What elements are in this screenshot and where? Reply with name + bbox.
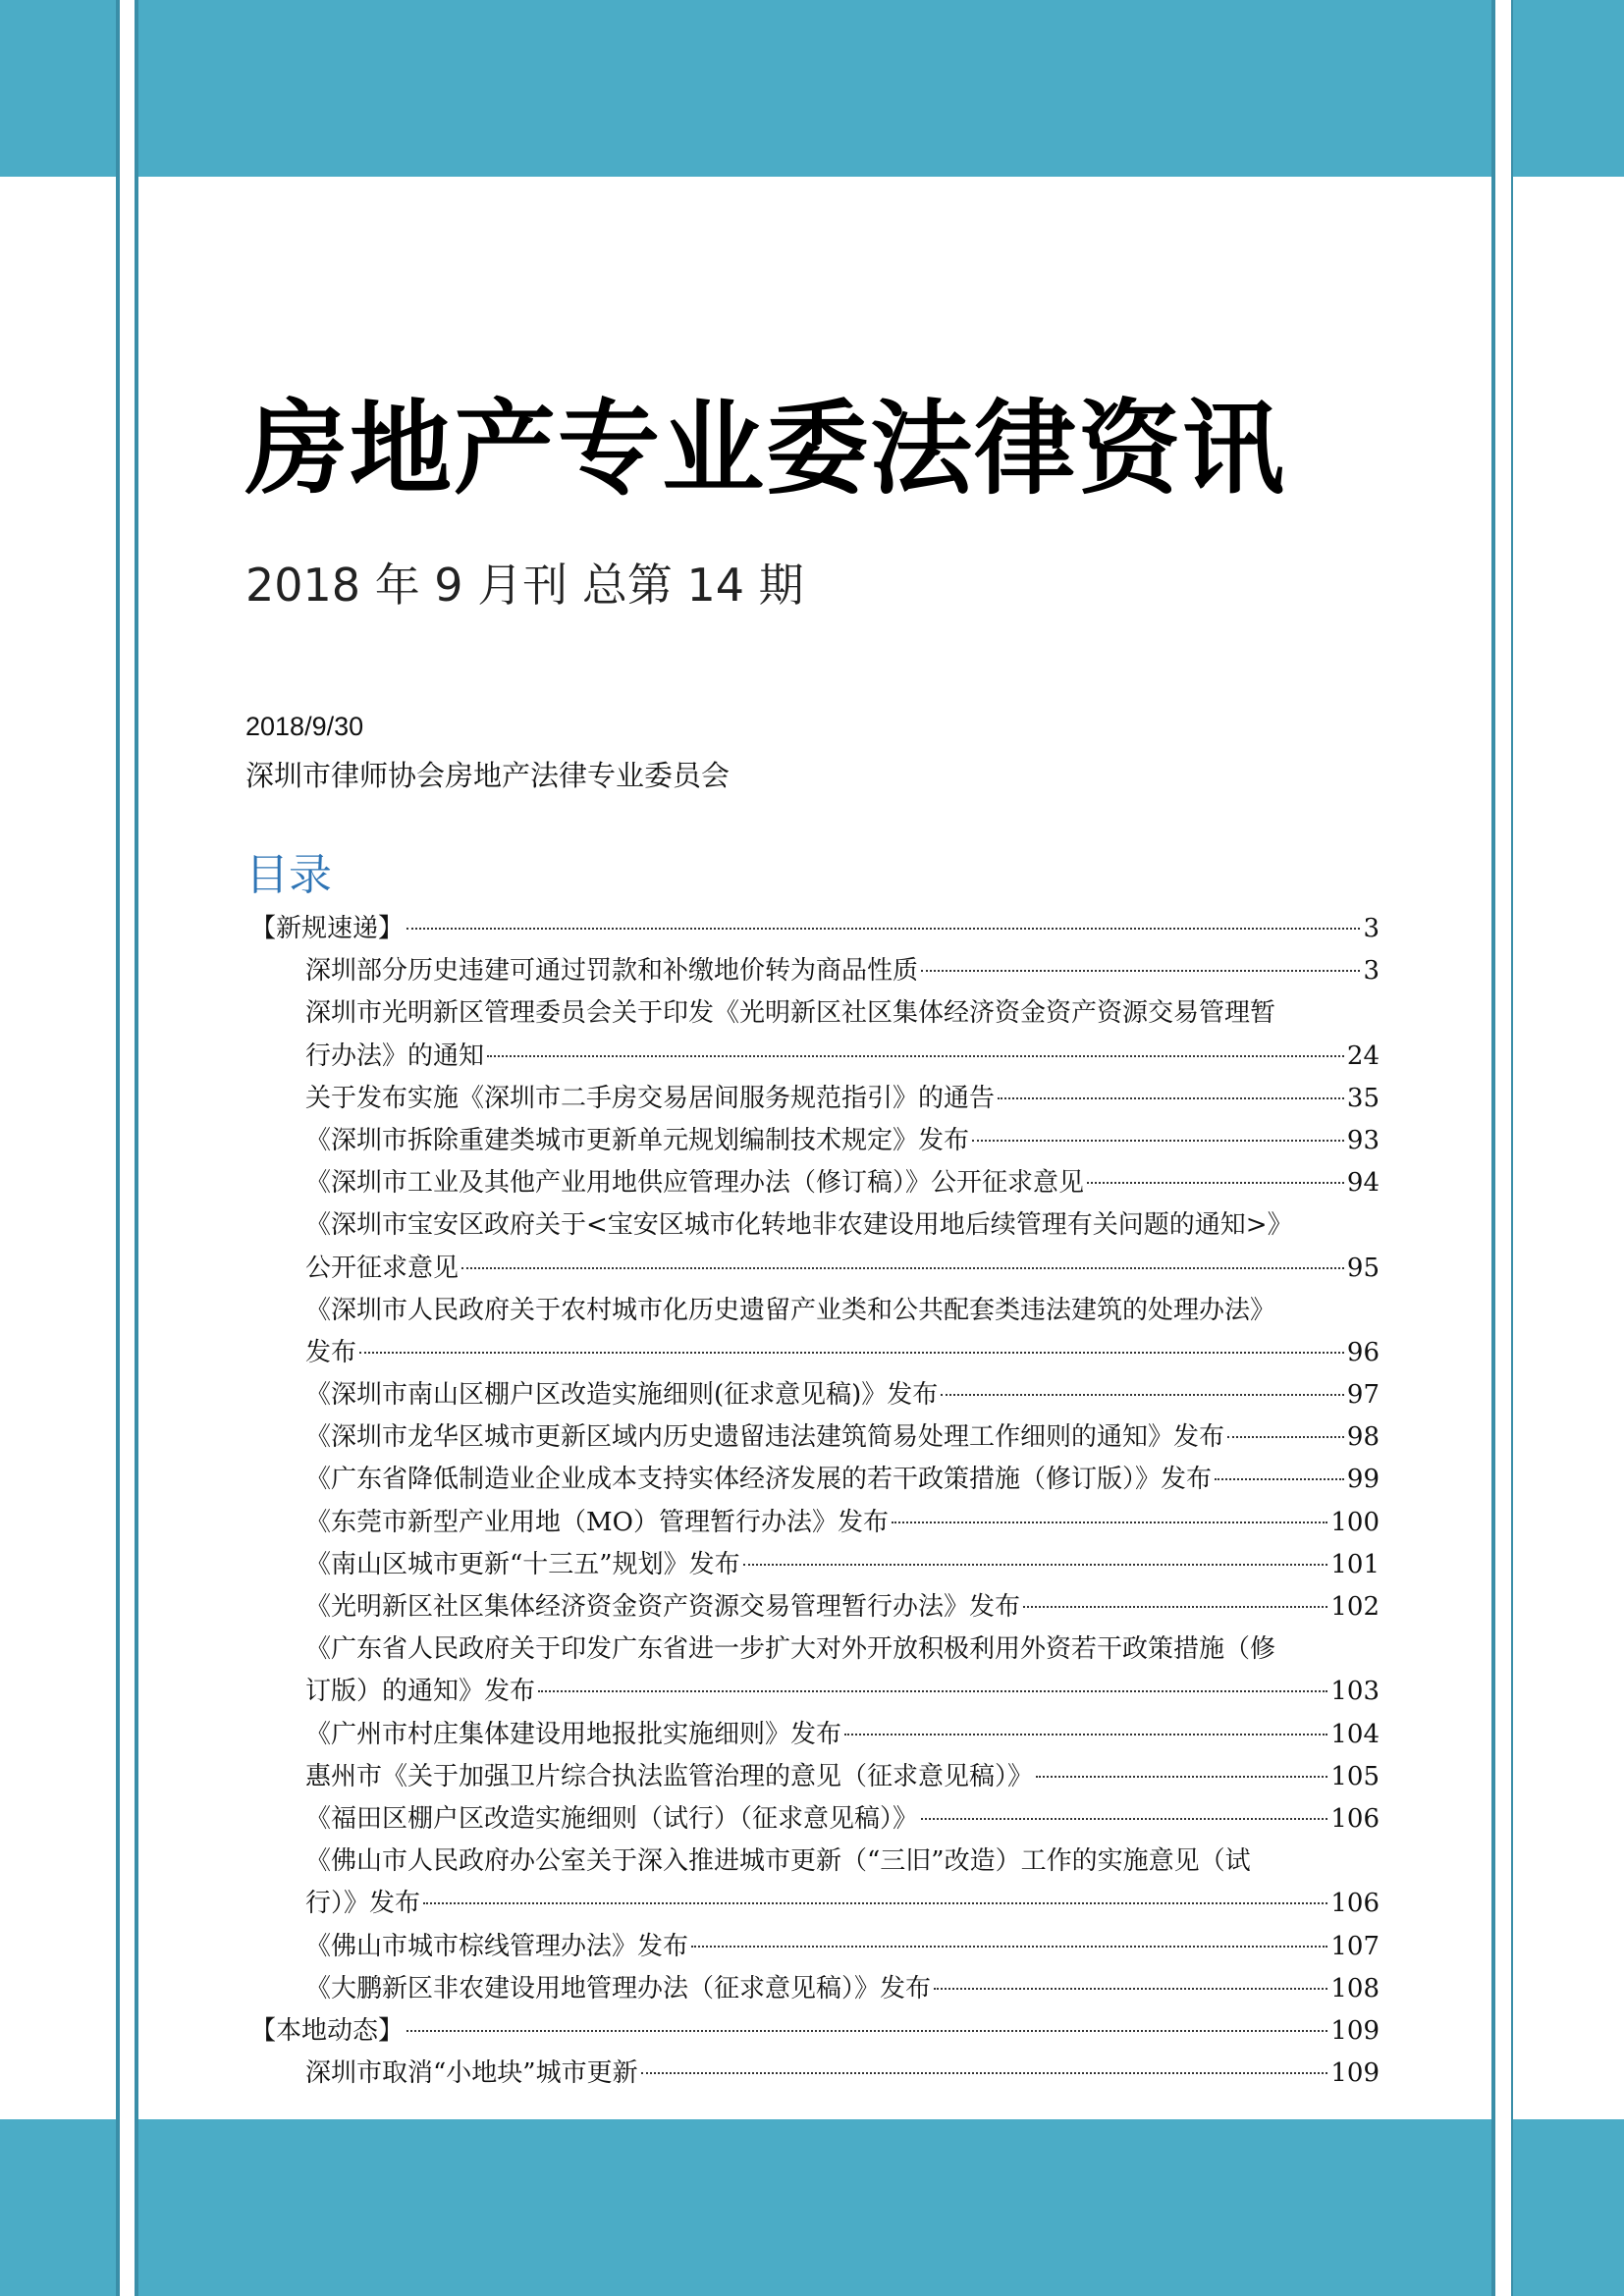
toc-entry-title: 深圳市取消“小地块”城市更新	[305, 2058, 638, 2089]
toc-entry[interactable]	[250, 1248, 1380, 1290]
main-left-rule	[135, 0, 138, 2296]
header-band	[135, 0, 1495, 177]
toc-page-number: 3	[1363, 914, 1380, 943]
toc-entry-title: 《广东省人民政府关于印发广东省进一步扩大对外开放积极利用外资若干政策措施（修	[305, 1634, 1276, 1665]
publisher-organization: 深圳市律师协会房地产法律专业委员会	[245, 759, 731, 792]
toc-dot-leader	[743, 1564, 1328, 1566]
toc-page-number: 35	[1346, 1083, 1380, 1113]
toc-entry-title: 公开征求意见	[305, 1253, 460, 1283]
toc-heading: 目录	[245, 850, 332, 900]
toc-page-number: 108	[1330, 1973, 1380, 2003]
toc-entry[interactable]	[250, 1883, 1380, 1925]
toc-entry-title: 惠州市《关于加强卫片综合执法监管治理的意见（征求意见稿）》	[305, 1761, 1034, 1791]
toc-entry-title: 《广州市村庄集体建设用地报批实施细则》发布	[305, 1719, 842, 1749]
toc-dot-leader	[972, 1140, 1344, 1142]
issue-number: 2018 年 9 月刊 总第 14 期	[245, 559, 804, 612]
toc-entry[interactable]	[250, 992, 1380, 1035]
toc-dot-leader	[921, 970, 1360, 972]
toc-entry[interactable]	[250, 1968, 1380, 2010]
toc-entry[interactable]	[250, 1671, 1380, 1713]
toc-page-number: 93	[1346, 1125, 1380, 1155]
toc-entry-title: 【本地动态】	[250, 2015, 405, 2046]
toc-dot-leader	[844, 1734, 1327, 1735]
toc-page-number: 100	[1330, 1507, 1380, 1537]
left-top-band	[0, 0, 116, 177]
toc-entry[interactable]	[250, 950, 1380, 992]
toc-page-number: 96	[1346, 1337, 1380, 1367]
toc-entry[interactable]	[250, 1459, 1380, 1501]
toc-dot-leader	[892, 1522, 1327, 1523]
right-bottom-band	[1513, 2119, 1624, 2296]
toc-dot-leader	[1087, 1182, 1344, 1184]
toc-entry-title: 《福田区棚户区改造实施细则（试行）（征求意见稿）》	[305, 1803, 919, 1834]
toc-entry-title: 深圳市光明新区管理委员会关于印发《光明新区社区集体经济资金资产资源交易管理暂	[305, 998, 1276, 1029]
toc-entry-title: 订版）的通知》发布	[305, 1677, 536, 1707]
toc-entry[interactable]	[250, 1416, 1380, 1459]
toc-entry-title: 发布	[305, 1337, 357, 1367]
toc-entry-title: 《深圳市拆除重建类城市更新单元规划编制技术规定》发布	[305, 1125, 970, 1155]
toc-entry-title: 《佛山市人民政府办公室关于深入推进城市更新（“三旧”改造）工作的实施意见（试	[305, 1846, 1251, 1877]
toc-entry[interactable]	[250, 908, 1380, 950]
toc-dot-leader	[1023, 1606, 1327, 1608]
toc-entry-title: 《光明新区社区集体经济资金资产资源交易管理暂行办法》发布	[305, 1592, 1021, 1622]
toc-page-number: 106	[1330, 1889, 1380, 1919]
toc-entry-title: 《深圳市宝安区政府关于<宝安区城市化转地非农建设用地后续管理有关问题的通知>》	[305, 1210, 1293, 1241]
toc-dot-leader	[691, 1946, 1327, 1948]
toc-dot-leader	[359, 1352, 1344, 1354]
main-right-rule	[1491, 0, 1495, 2296]
toc-page-number: 95	[1346, 1253, 1380, 1283]
toc-page-number: 109	[1330, 2015, 1380, 2046]
toc-entry[interactable]	[250, 1374, 1380, 1416]
toc-dot-leader	[538, 1690, 1327, 1692]
toc-page-number: 102	[1330, 1592, 1380, 1622]
toc-page-number: 103	[1330, 1677, 1380, 1707]
toc-page-number: 107	[1330, 1931, 1380, 1961]
toc-dot-leader	[1215, 1478, 1344, 1480]
toc-entry-title: 【新规速递】	[250, 914, 405, 943]
table-of-contents	[250, 908, 1380, 2095]
toc-dot-leader	[461, 1267, 1344, 1269]
toc-dot-leader	[423, 1902, 1327, 1904]
toc-entry[interactable]	[250, 1332, 1380, 1374]
toc-entry-title: 《东莞市新型产业用地（MO）管理暂行办法》发布	[305, 1507, 889, 1537]
toc-dot-leader	[406, 928, 1360, 930]
toc-page-number: 106	[1330, 1803, 1380, 1834]
toc-entry[interactable]	[250, 1841, 1380, 1883]
toc-dot-leader	[941, 1394, 1344, 1396]
toc-entry[interactable]	[250, 2053, 1380, 2095]
toc-entry-title: 《深圳市人民政府关于农村城市化历史遗留产业类和公共配套类违法建筑的处理办法》	[305, 1295, 1276, 1325]
toc-page-number: 105	[1330, 1761, 1380, 1791]
toc-dot-leader	[487, 1055, 1344, 1057]
right-margin-column	[1513, 0, 1624, 2296]
toc-dot-leader	[934, 1988, 1327, 1990]
toc-page-number: 24	[1346, 1041, 1380, 1071]
toc-entry-title: 《广东省降低制造业企业成本支持实体经济发展的若干政策措施（修订版）》发布	[305, 1465, 1213, 1495]
toc-entry[interactable]	[250, 1756, 1380, 1798]
toc-entry-title: 《深圳市龙华区城市更新区域内历史遗留违法建筑简易处理工作细则的通知》发布	[305, 1422, 1225, 1453]
toc-entry-title: 《深圳市工业及其他产业用地供应管理办法（修订稿）》公开征求意见	[305, 1168, 1085, 1199]
toc-page-number: 98	[1346, 1422, 1380, 1453]
toc-entry-title: 《深圳市南山区棚户区改造实施细则(征求意见稿)》发布	[305, 1380, 939, 1411]
toc-entry-title: 行）》发布	[305, 1889, 421, 1919]
toc-entry[interactable]	[250, 1714, 1380, 1756]
toc-entry[interactable]	[250, 1162, 1380, 1204]
toc-page-number: 94	[1346, 1168, 1380, 1199]
toc-entry[interactable]	[250, 1120, 1380, 1162]
toc-entry-title: 深圳部分历史违建可通过罚款和补缴地价转为商品性质	[305, 956, 919, 987]
toc-page-number: 104	[1330, 1719, 1380, 1749]
toc-page-number: 97	[1346, 1380, 1380, 1411]
toc-entry[interactable]	[250, 2010, 1380, 2053]
left-margin-column	[0, 0, 116, 2296]
toc-entry[interactable]	[250, 1290, 1380, 1332]
right-top-band	[1513, 0, 1624, 177]
toc-entry[interactable]	[250, 1926, 1380, 1968]
toc-entry[interactable]	[250, 1544, 1380, 1586]
toc-entry[interactable]	[250, 1629, 1380, 1671]
toc-entry-title: 《佛山市城市棕线管理办法》发布	[305, 1931, 689, 1961]
toc-entry[interactable]	[250, 1078, 1380, 1120]
publish-date: 2018/9/30	[245, 712, 364, 741]
toc-dot-leader	[921, 1818, 1327, 1820]
left-rule	[116, 0, 120, 2296]
toc-entry-title: 关于发布实施《深圳市二手房交易居间服务规范指引》的通告	[305, 1083, 996, 1113]
toc-entry-title: 行办法》的通知	[305, 1041, 485, 1071]
toc-entry[interactable]	[250, 1036, 1380, 1078]
toc-dot-leader	[998, 1097, 1344, 1099]
left-bottom-band	[0, 2119, 116, 2296]
toc-page-number: 109	[1330, 2058, 1380, 2089]
toc-page-number: 3	[1363, 956, 1380, 987]
toc-dot-leader	[1227, 1436, 1344, 1438]
toc-page-number: 99	[1346, 1465, 1380, 1495]
toc-dot-leader	[641, 2072, 1328, 2074]
toc-entry[interactable]	[250, 1502, 1380, 1544]
toc-entry-title: 《大鹏新区非农建设用地管理办法（征求意见稿）》发布	[305, 1973, 932, 2003]
toc-dot-leader	[1036, 1776, 1327, 1778]
document-title: 房地产专业委法律资讯	[245, 389, 1287, 508]
toc-entry-title: 《南山区城市更新“十三五”规划》发布	[305, 1549, 740, 1579]
toc-dot-leader	[406, 2030, 1327, 2032]
toc-entry[interactable]	[250, 1204, 1380, 1247]
footer-band	[135, 2119, 1495, 2296]
toc-entry[interactable]	[250, 1586, 1380, 1629]
toc-page-number: 101	[1330, 1549, 1380, 1579]
toc-entry[interactable]	[250, 1798, 1380, 1841]
